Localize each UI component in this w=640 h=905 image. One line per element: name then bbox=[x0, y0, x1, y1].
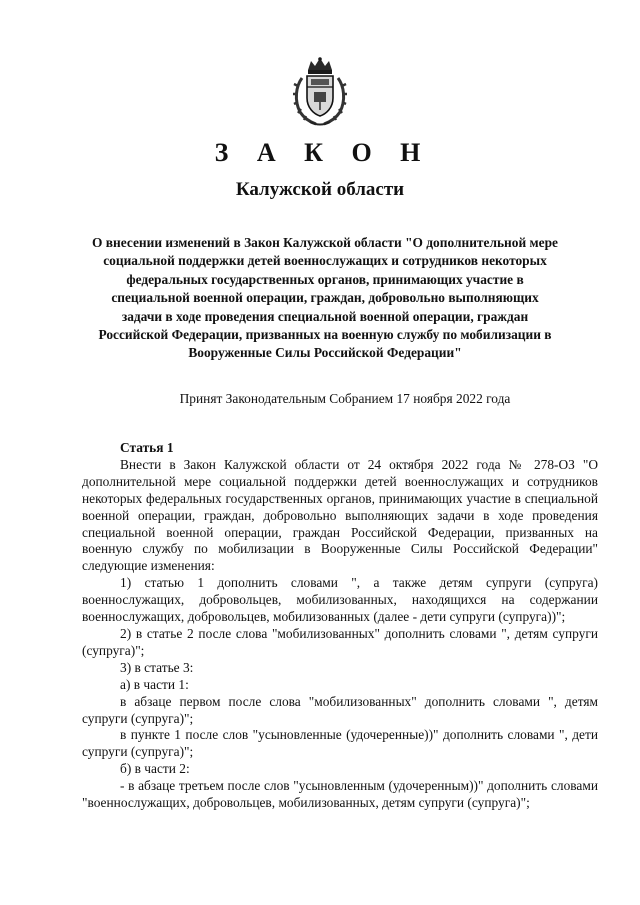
paragraph: 2) в статье 2 после слова "мобилизованных" дополнить словами ", детям супруги (супруга)"; bbox=[82, 625, 598, 658]
document-title: З А К О Н bbox=[214, 138, 432, 167]
paragraph: в абзаце первом после слова "мобилизованных" дополнить словами ", детям супруги (супруга)"; bbox=[82, 693, 598, 726]
document-body bbox=[82, 440, 598, 812]
document-subject: О внесении изменений в Закон Калужской области "О дополнительной мере социальной поддержки детей военнослужащих и сотрудников некоторых федеральных государственных органов, принимающих участие в специальной военной операции, граждан, добровольно выполняющих задачи в ходе проведения специальной военной операции, граждан Российской Федерации, призванных на военную службу по мобилизации в Вооруженные Силы Российской Федерации" bbox=[92, 235, 558, 361]
paragraph: в пункте 1 после слов "усыновленные (удочеренные))" дополнить словами ", дети супруги (супруга)"; bbox=[82, 727, 598, 760]
paragraph: 3) в статье 3: bbox=[120, 659, 194, 675]
paragraph: Внести в Закон Калужской области от 24 октября 2022 года № 278-ОЗ "О дополнительной мере социальной поддержки детей военнослужащих и сотрудников некоторых федеральных государственных органов, принимающих участие в специальной военной операции, граждан, добровольно выполняющих задачи в ходе проведения специальной военной операции, граждан Российской Федерации, призванных на военную службу по мобилизации в Вооруженные Силы Российской Федерации" следующие изменения: bbox=[82, 456, 598, 574]
paragraph: - в абзаце третьем после слов "усыновленным (удочеренным))" дополнить словами "военнослужащих, добровольцев, мобилизованных, детям супруги (супруга)"; bbox=[82, 778, 598, 811]
paragraph: б) в части 2: bbox=[120, 761, 190, 777]
adoption-note: Принят Законодательным Собранием 17 ноября 2022 года bbox=[179, 391, 511, 406]
paragraph: 1) статью 1 дополнить словами ", а также детям супруги (супруга) военнослужащих, добровольцев, мобилизованных, находящихся на содержании военнослужащих, добровольцев, мобилизованных (далее - дети супруги (супруга))"; bbox=[82, 575, 598, 625]
article-heading: Статья 1 bbox=[120, 440, 174, 455]
coat-of-arms-icon bbox=[292, 56, 348, 128]
paragraph: а) в части 1: bbox=[120, 676, 189, 692]
document-region: Калужской области bbox=[235, 179, 405, 200]
